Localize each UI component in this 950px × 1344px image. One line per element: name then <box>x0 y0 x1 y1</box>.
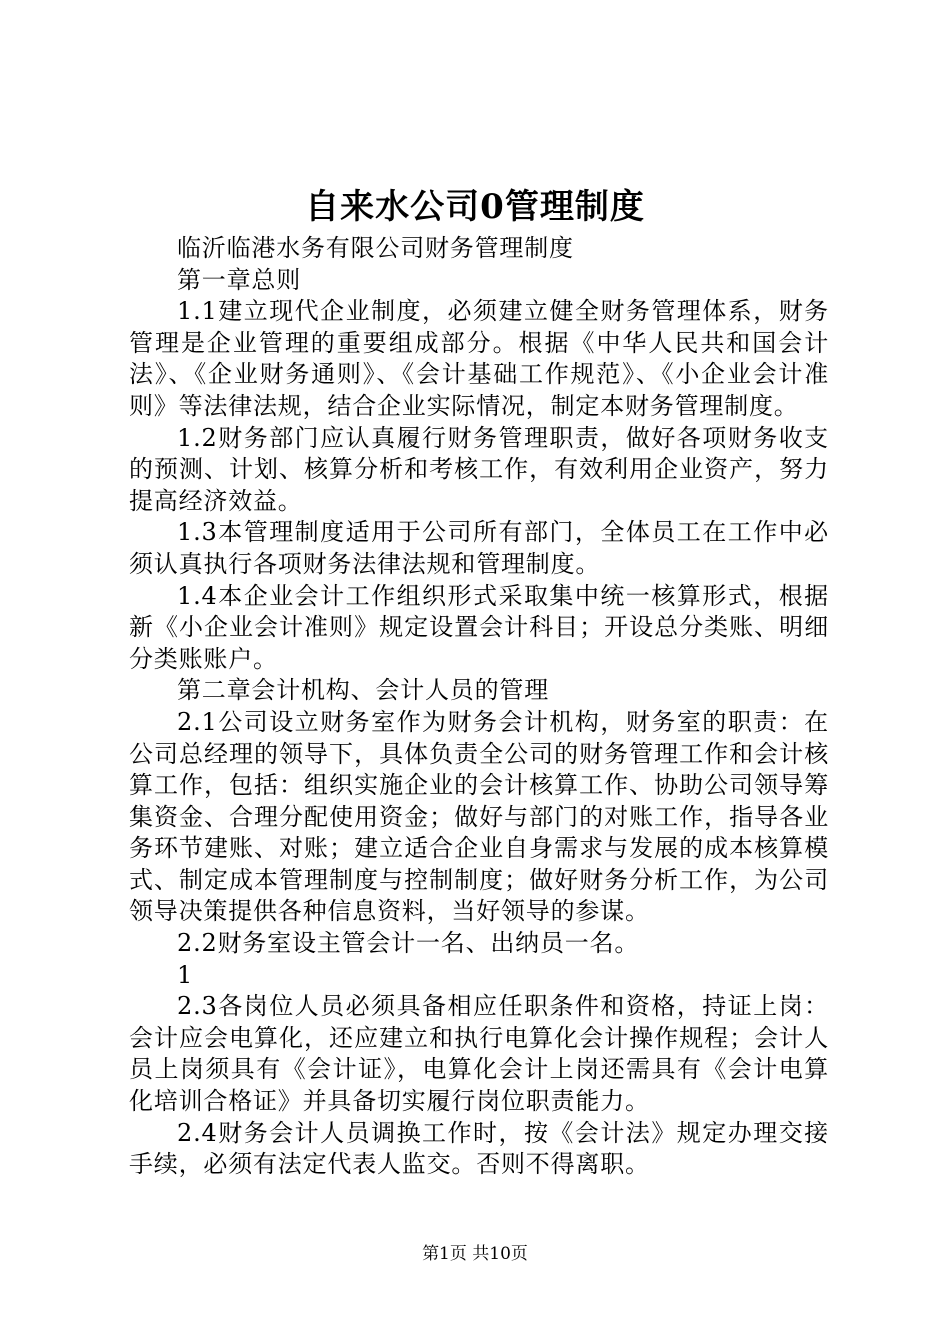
clause-2-1: 2.1公司设立财务室作为财务会计机构，财务室的职责：在公司总经理的领导下，具体负责全公司的财务管理工作和会计核算工作，包括：组织实施企业的会计核算工作、协助公司领导筹集资金、合理分配使用资金；做好与部门的对账工作，指导各业务环节建账、对账；建立适合企业自身需求与发展的成本核算模式、制定成本管理制度与控制制度；做好财务分析工作，为公司领导决策提供各种信息资料，当好领导的参谋。 <box>129 707 829 926</box>
document-title: 自来水公司0管理制度 <box>305 187 645 227</box>
clause-2-4: 2.4财务会计人员调换工作时，按《会计法》规定办理交接手续，必须有法定代表人监交。否则不得离职。 <box>129 1118 829 1179</box>
clause-1-3: 1.3本管理制度适用于公司所有部门，全体员工在工作中必须认真执行各项财务法律法规和管理制度。 <box>129 518 829 578</box>
document-body <box>129 233 829 1181</box>
clause-1-2: 1.2财务部门应认真履行财务管理职责，做好各项财务收支的预测、计划、核算分析和考核工作，有效利用企业资产，努力提高经济效益。 <box>129 423 829 515</box>
clause-2-3: 2.3各岗位人员必须具备相应任职条件和资格，持证上岗：会计应会电算化，还应建立和执行电算化会计操作规程；会计人员上岗须具有《会计证》，电算化会计上岗还需具有《会计电算化培训合格证》并具备切实履行岗位职责能力。 <box>129 992 829 1116</box>
clause-1-1: 1.1建立现代企业制度，必须建立健全财务管理体系，财务管理是企业管理的重要组成部分。根据《中华人民共和国会计法》、《企业财务通则》、《会计基础工作规范》、《小企业会计准则》等法律法规，结合企业实际情况，制定本财务管理制度。 <box>129 297 829 420</box>
chapter-2-heading: 第二章会计机构、会计人员的管理 <box>177 676 549 705</box>
inline-page-number: 1 <box>177 960 194 989</box>
clause-1-4: 1.4本企业会计工作组织形式采取集中统一核算形式，根据新《小企业会计准则》规定设置会计科目；开设总分类账、明细分类账账户。 <box>129 581 829 673</box>
clause-2-2: 2.2财务室设主管会计一名、出纳员一名。 <box>177 929 640 958</box>
chapter-1-heading: 第一章总则 <box>177 265 301 294</box>
page-footer: 第1页 共10页 <box>422 1244 528 1264</box>
company-subtitle: 临沂临港水务有限公司财务管理制度 <box>177 234 574 262</box>
